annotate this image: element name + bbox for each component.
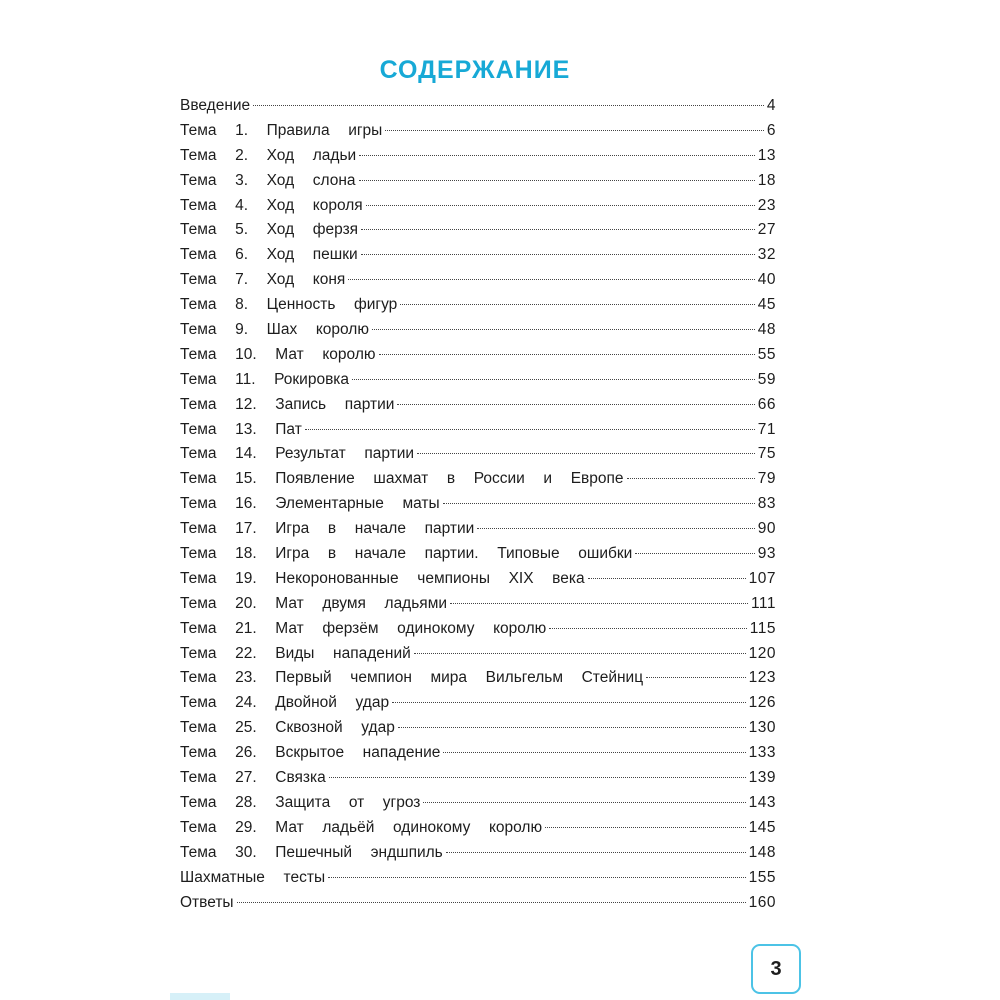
toc-entry-title: Тема 20. Мат двумя ладьями (180, 594, 448, 612)
dot-leader (443, 503, 755, 504)
toc-entry (180, 442, 776, 467)
toc-entry (180, 318, 776, 343)
toc-entry (180, 268, 776, 293)
toc-entry (180, 741, 776, 766)
toc-entry (180, 617, 776, 642)
toc-entry-page: 143 (748, 793, 776, 811)
toc-entry-page: 79 (757, 470, 776, 488)
toc-entry-title: Тема 15. Появление шахмат в России и Европе (180, 470, 624, 488)
table-of-contents (180, 94, 776, 915)
toc-entry-page: 48 (757, 321, 776, 339)
toc-entry-title: Тема 5. Ход ферзя (180, 221, 359, 239)
toc-entry (180, 169, 776, 194)
toc-entry-title: Тема 11. Рокировка (180, 370, 350, 388)
toc-entry (180, 716, 776, 741)
dot-leader (359, 155, 755, 156)
toc-entry-title: Тема 25. Сквозной удар (180, 719, 395, 737)
toc-entry-title: Тема 14. Результат партии (180, 445, 415, 463)
toc-entry-page: 59 (757, 370, 776, 388)
toc-entry-title: Тема 30. Пешечный эндшпиль (180, 843, 443, 861)
toc-entry (180, 293, 776, 318)
toc-entry (180, 542, 776, 567)
toc-entry-title: Тема 29. Мат ладьёй одинокому королю (180, 818, 543, 836)
dot-leader (398, 727, 746, 728)
dot-leader (372, 329, 755, 330)
toc-entry-page: 145 (748, 818, 776, 836)
toc-entry (180, 791, 776, 816)
dot-leader (348, 279, 754, 280)
toc-entry-title: Тема 7. Ход коня (180, 271, 346, 289)
page-title: СОДЕРЖАНИЕ (379, 56, 571, 84)
toc-entry-title: Тема 26. Вскрытое нападение (180, 744, 441, 762)
toc-entry-page: 90 (757, 520, 776, 538)
toc-entry-page: 75 (757, 445, 776, 463)
toc-entry-page: 133 (748, 744, 776, 762)
toc-entry-title: Тема 16. Элементарные маты (180, 495, 440, 513)
dot-leader (385, 130, 764, 131)
toc-entry-title: Тема 18. Игра в начале партии. Типовые ошибки (180, 545, 633, 563)
dot-leader (635, 553, 754, 554)
toc-entry-title: Тема 13. Пат (180, 420, 302, 438)
dot-leader (400, 304, 754, 305)
dot-leader (450, 603, 748, 604)
toc-entry (180, 467, 776, 492)
dot-leader (305, 429, 755, 430)
dot-leader (646, 677, 746, 678)
toc-entry-page: 6 (766, 121, 776, 139)
dot-leader (423, 802, 745, 803)
toc-entry (180, 194, 776, 219)
toc-entry (180, 492, 776, 517)
toc-entry-page: 123 (748, 669, 776, 687)
toc-entry (180, 343, 776, 368)
toc-entry-title: Тема 3. Ход слона (180, 171, 356, 189)
dot-leader (446, 852, 746, 853)
dot-leader (392, 702, 746, 703)
toc-entry (180, 666, 776, 691)
dot-leader (328, 877, 746, 878)
toc-entry-title: Тема 27. Связка (180, 769, 326, 787)
toc-entry-page: 32 (757, 246, 776, 264)
toc-entry (180, 841, 776, 866)
toc-entry (180, 144, 776, 169)
toc-entry-title: Тема 17. Игра в начале партии (180, 520, 475, 538)
toc-entry-title: Тема 4. Ход короля (180, 196, 363, 214)
toc-entry-title: Тема 1. Правила игры (180, 121, 383, 139)
toc-entry-page: 130 (748, 719, 776, 737)
toc-entry-title: Шахматные тесты (180, 868, 326, 886)
toc-entry (180, 592, 776, 617)
toc-entry-page: 160 (748, 893, 776, 911)
dot-leader (329, 777, 746, 778)
toc-entry-page: 155 (748, 868, 776, 886)
toc-entry (180, 243, 776, 268)
dot-leader (627, 478, 755, 479)
toc-entry (180, 766, 776, 791)
toc-entry-page: 23 (757, 196, 776, 214)
toc-entry (180, 368, 776, 393)
toc-entry-page: 107 (748, 569, 776, 587)
toc-entry-page: 83 (757, 495, 776, 513)
dot-leader (417, 453, 755, 454)
toc-entry-title: Тема 6. Ход пешки (180, 246, 358, 264)
toc-entry (180, 418, 776, 443)
toc-entry-page: 4 (766, 97, 776, 114)
toc-entry-title: Тема 23. Первый чемпион мира Вильгельм Стейниц (180, 669, 644, 687)
toc-entry-title: Тема 12. Запись партии (180, 395, 395, 413)
toc-entry-title: Тема 21. Мат ферзём одинокому королю (180, 619, 547, 637)
toc-entry (180, 119, 776, 144)
toc-entry-page: 148 (748, 843, 776, 861)
dot-leader (352, 379, 755, 380)
toc-entry-title: Тема 2. Ход ладьи (180, 146, 357, 164)
toc-entry-page: 27 (757, 221, 776, 239)
toc-entry-page: 18 (757, 171, 776, 189)
toc-entry-page: 126 (748, 694, 776, 712)
toc-entry-title: Тема 22. Виды нападений (180, 644, 411, 662)
dot-leader (361, 254, 755, 255)
dot-leader (379, 354, 755, 355)
toc-entry-page: 93 (757, 545, 776, 563)
toc-entry (180, 691, 776, 716)
toc-entry (180, 891, 776, 916)
toc-entry-page: 71 (757, 420, 776, 438)
toc-entry (180, 567, 776, 592)
toc-entry-page: 45 (757, 296, 776, 314)
toc-entry-page: 115 (749, 619, 776, 637)
toc-entry-title: Тема 19. Некоронованные чемпионы XIX века (180, 569, 585, 587)
decorative-strip (170, 993, 230, 1000)
dot-leader (361, 229, 755, 230)
toc-entry-page: 111 (750, 594, 776, 612)
dot-leader (359, 180, 755, 181)
toc-entry-title: Введение (180, 97, 251, 114)
toc-entry-page: 139 (748, 769, 776, 787)
toc-entry (180, 642, 776, 667)
toc-entry-title: Тема 9. Шах королю (180, 321, 369, 339)
toc-entry (180, 866, 776, 891)
dot-leader (545, 827, 746, 828)
dot-leader (477, 528, 754, 529)
toc-entry-title: Тема 8. Ценность фигур (180, 296, 398, 314)
dot-leader (588, 578, 746, 579)
toc-entry (180, 94, 776, 119)
toc-entry (180, 517, 776, 542)
dot-leader (549, 628, 747, 629)
toc-entry-page: 55 (757, 345, 776, 363)
dot-leader (414, 653, 746, 654)
dot-leader (443, 752, 745, 753)
toc-entry (180, 218, 776, 243)
toc-entry-title: Ответы (180, 893, 234, 911)
dot-leader (253, 105, 764, 106)
toc-entry-title: Тема 28. Защита от угроз (180, 793, 421, 811)
toc-entry (180, 393, 776, 418)
toc-entry-page: 40 (757, 271, 776, 289)
toc-entry-page: 66 (757, 395, 776, 413)
dot-leader (237, 902, 746, 903)
toc-entry (180, 816, 776, 841)
toc-entry-page: 120 (748, 644, 776, 662)
toc-entry-title: Тема 24. Двойной удар (180, 694, 390, 712)
dot-leader (397, 404, 754, 405)
toc-entry-title: Тема 10. Мат королю (180, 345, 376, 363)
dot-leader (366, 205, 755, 206)
page-number: 3 (751, 944, 801, 994)
toc-entry-page: 13 (757, 146, 776, 164)
